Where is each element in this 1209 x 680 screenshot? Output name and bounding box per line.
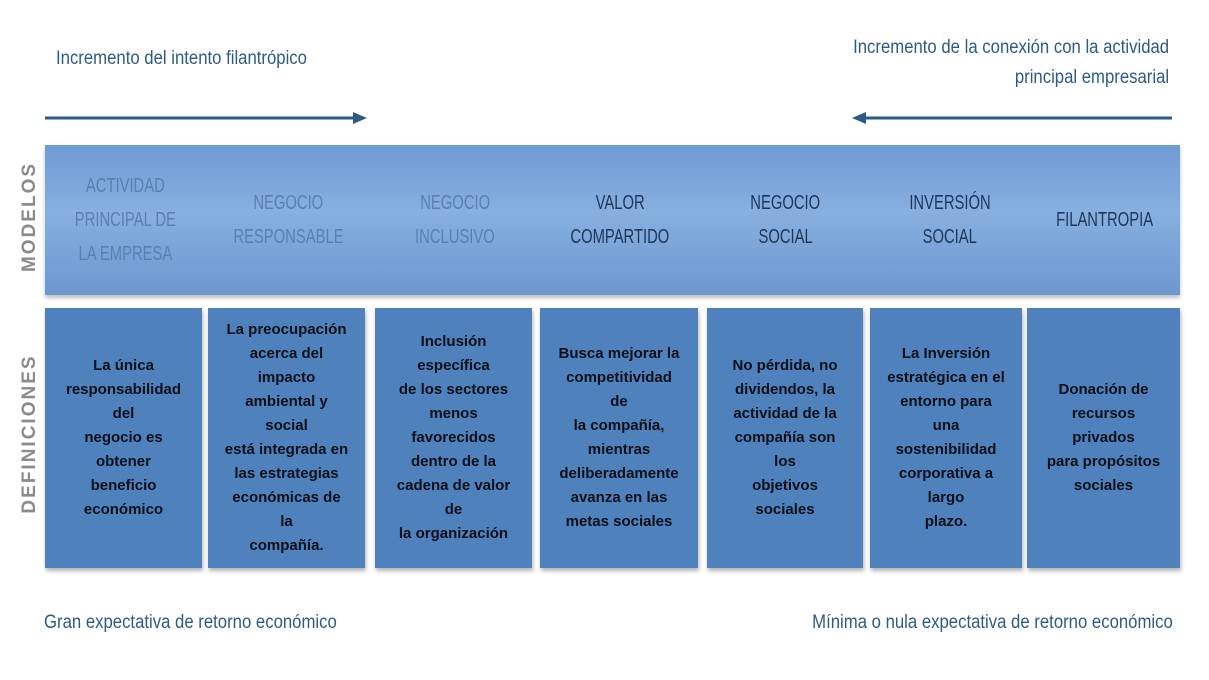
definition-line: beneficio [90,477,157,494]
definition-negocio-responsable [208,308,365,568]
definition-text [45,354,202,522]
business-connection-label [853,33,1169,93]
high-return-label: Gran expectativa de retorno económico [44,612,337,633]
definition-line: responsabilidad del [65,381,182,422]
definition-line: objetivos sociales [752,477,818,518]
arrow-right-icon [45,110,370,126]
model-line: SOCIAL [922,226,978,248]
definition-line: la organización [398,525,509,542]
definition-filantropia [1027,308,1180,568]
model-line: LA EMPRESA [78,243,172,265]
models-band [45,145,1180,295]
definition-line: acerca del impacto [249,345,324,386]
definition-line: está integrada en [224,441,349,458]
model-filantropia [1030,145,1180,295]
definition-line: competitividad de [566,369,672,410]
definition-line: dentro de la [410,453,496,470]
definition-line: avanza en las [570,489,668,506]
models-side-label: MODELOS [19,161,40,273]
definition-line: No pérdida, no [732,357,838,374]
model-negocio-responsable [208,145,368,295]
definition-line: cadena de valor de [396,477,511,518]
definition-line: negocio es obtener [84,429,163,470]
model-line: INCLUSIVO [415,226,495,248]
definition-inversion-social [870,308,1022,568]
definition-line: Busca mejorar la [558,345,680,362]
definition-valor-compartido [540,308,698,568]
definition-text [540,342,698,534]
definition-line: compañía. [249,537,324,554]
definition-line: deliberadamente [559,465,679,482]
definition-actividad-principal [45,308,202,568]
philanthropic-intent-label: Incremento del intento filantrópico [56,48,307,69]
model-line: RESPONSABLE [232,226,344,248]
definition-line: de los sectores [398,381,509,398]
definition-line: económico [83,501,164,518]
definition-line: ambiental y social [245,393,328,434]
definition-line: La Inversión [901,345,991,362]
definition-line: para propósitos [1046,453,1161,470]
definition-text [870,342,1022,534]
model-line: SOCIAL [757,226,813,248]
definition-line: entorno para una [900,393,992,434]
definition-text [208,318,365,558]
model-line: INVERSIÓN [909,192,991,214]
definition-line: sostenibilidad [895,441,997,458]
model-valor-compartido [540,145,700,295]
model-inversion-social [870,145,1030,295]
definition-line: metas sociales [565,513,673,530]
definition-text [707,354,863,522]
definition-line: las estrategias [234,465,339,482]
definition-line: La preocupación [226,321,347,338]
model-line: PRINCIPAL DE [74,209,176,231]
definition-line: menos favorecidos [411,405,496,446]
model-line: NEGOCIO [253,192,323,214]
arrow-left-icon [850,110,1175,126]
model-line: NEGOCIO [420,192,490,214]
model-negocio-inclusivo [375,145,535,295]
definition-negocio-social [707,308,863,568]
definition-line: sociales [1073,477,1134,494]
definition-line: estratégica en el [887,369,1005,386]
definition-negocio-inclusivo [375,308,532,568]
definition-line: plazo. [924,513,968,530]
definition-line: la compañía, [573,417,665,434]
definition-line: dividendos, la [734,381,836,398]
definition-line: compañía son los [734,429,836,470]
model-line: ACTIVIDAD [85,175,165,197]
low-return-label: Mínima o nula expectativa de retorno económico [812,612,1173,633]
definition-text [375,330,532,546]
model-line: NEGOCIO [750,192,820,214]
definition-line: Donación de [1058,381,1149,398]
definition-line: actividad de la [733,405,837,422]
definition-line: La única [93,357,154,374]
model-line: FILANTROPIA [1056,209,1154,231]
model-line: VALOR [595,192,645,214]
definition-line: económicas de la [232,489,341,530]
definition-text [1027,378,1180,498]
definition-line: mientras [587,441,651,458]
model-actividad-principal [45,145,205,295]
definition-line: recursos privados [1071,405,1136,446]
definition-line: corporativa a largo [898,465,994,506]
business-connection-label-line1: Incremento de la conexión con la actividad [852,37,1169,58]
model-line: COMPARTIDO [570,226,670,248]
definitions-side-label: DEFINICIONES [19,354,40,514]
model-negocio-social [705,145,865,295]
definition-line: Inclusión específica [417,333,490,374]
business-connection-label-line2: principal empresarial [1014,67,1169,88]
